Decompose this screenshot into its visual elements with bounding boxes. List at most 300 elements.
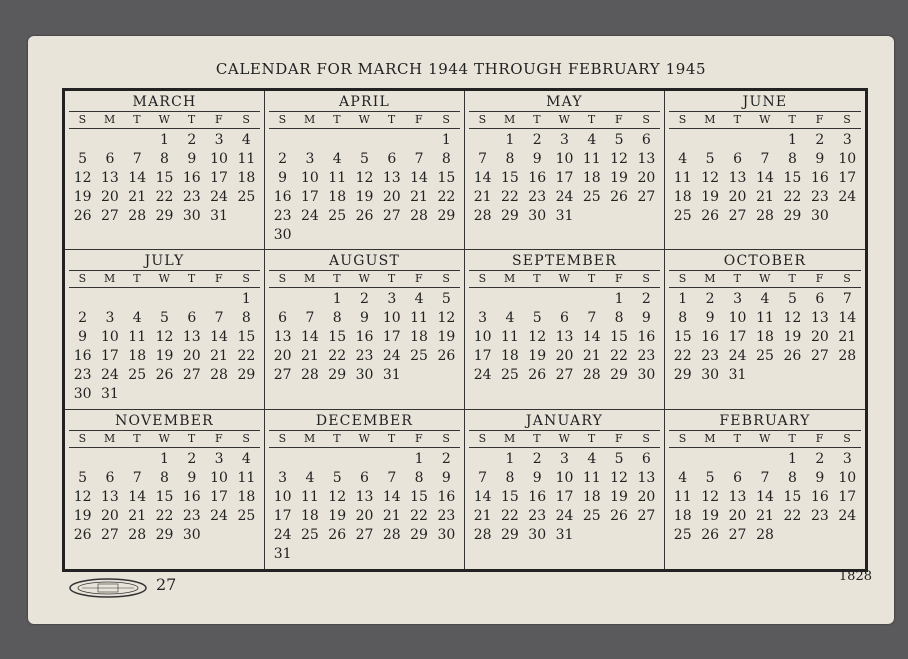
day-number: 9 [815, 151, 825, 167]
day-number: 13 [637, 151, 656, 167]
day-number: 27 [728, 208, 747, 224]
day-number: 5 [532, 310, 542, 327]
weekday-label: F [815, 431, 824, 445]
day-number: 11 [756, 310, 774, 327]
empty-day [96, 131, 123, 150]
weekday-label: F [414, 272, 424, 286]
day-number: 18 [582, 488, 601, 505]
day-number: 24 [210, 189, 228, 205]
day-number: 4 [332, 151, 342, 167]
day-number: 27 [728, 526, 747, 543]
weekday-label: S [478, 431, 487, 445]
day-grid [69, 288, 260, 404]
day-number: 6 [387, 151, 397, 167]
day-number: 7 [842, 291, 852, 308]
day-number: 23 [528, 189, 547, 205]
day-number: 8 [160, 151, 169, 167]
empty-day [124, 290, 151, 309]
day-number: 6 [641, 132, 651, 148]
day-number: 10 [210, 151, 228, 167]
day-number: 5 [614, 132, 624, 148]
day-number: 11 [410, 310, 428, 327]
weekday-label: M [104, 431, 116, 445]
day-number: 18 [328, 189, 347, 205]
day-number: 6 [105, 469, 115, 486]
day-number: 14 [838, 310, 857, 327]
day-number: 19 [610, 170, 628, 186]
day-number: 12 [610, 151, 628, 167]
weekday-header [269, 112, 460, 129]
day-number: 23 [810, 189, 829, 205]
day-number: 20 [728, 189, 747, 205]
day-number: 26 [610, 189, 628, 205]
weekday-label: T [333, 431, 342, 445]
month-may [465, 91, 665, 250]
day-number: 3 [478, 310, 488, 327]
day-number: 5 [787, 291, 797, 308]
day-number: 15 [501, 488, 519, 505]
day-number: 1 [678, 291, 688, 308]
weekday-header [69, 431, 260, 448]
day-number: 14 [756, 170, 774, 186]
weekday-label: S [642, 431, 651, 445]
month-december [265, 410, 465, 569]
month-name: NOVEMBER [69, 412, 260, 431]
day-number: 27 [637, 189, 656, 205]
day-number: 21 [582, 348, 601, 365]
month-name: MAY [469, 93, 660, 112]
day-number: 11 [582, 469, 601, 486]
weekday-label: W [558, 431, 571, 445]
day-number: 16 [528, 488, 547, 505]
day-grid [269, 288, 460, 385]
month-october [665, 250, 865, 409]
day-number: 5 [705, 151, 715, 167]
day-number: 21 [210, 348, 228, 365]
day-number: 6 [360, 469, 369, 486]
day-number: 1 [441, 132, 451, 148]
weekday-label: T [587, 431, 596, 445]
weekday-label: S [442, 431, 451, 445]
month-april [265, 91, 465, 250]
day-number: 20 [273, 348, 292, 365]
day-number: 2 [532, 132, 542, 148]
day-number: 28 [756, 208, 774, 224]
day-number: 13 [382, 170, 401, 186]
day-number: 28 [382, 526, 401, 543]
day-number: 11 [673, 488, 692, 505]
day-number: 28 [410, 208, 428, 224]
weekday-label: W [558, 113, 571, 126]
weekday-label: T [788, 431, 797, 445]
day-number: 25 [582, 189, 601, 205]
day-number: 27 [382, 208, 401, 224]
day-number: 16 [182, 488, 201, 505]
empty-day [269, 450, 296, 469]
day-number: 18 [582, 170, 601, 186]
month-name: MARCH [69, 93, 260, 112]
day-number: 4 [305, 469, 315, 486]
day-number: 15 [673, 329, 692, 346]
day-number: 13 [101, 170, 119, 186]
day-number: 23 [273, 208, 292, 224]
day-number: 7 [760, 151, 770, 167]
empty-day [205, 290, 232, 309]
day-number: 24 [838, 507, 857, 524]
day-number: 18 [673, 189, 692, 205]
empty-day [351, 450, 378, 469]
day-number: 30 [810, 208, 829, 224]
empty-day [69, 131, 96, 150]
weekday-label: W [358, 431, 371, 445]
weekday-header [469, 431, 660, 448]
day-number: 7 [214, 310, 224, 327]
month-name: JULY [69, 252, 260, 271]
empty-day [469, 290, 496, 309]
day-number: 15 [783, 170, 802, 186]
empty-day [151, 290, 178, 309]
day-number: 22 [501, 507, 519, 524]
day-number: 14 [382, 488, 401, 505]
weekday-label: S [642, 113, 651, 126]
day-number: 28 [210, 367, 228, 384]
day-number: 15 [237, 329, 256, 346]
day-number: 2 [360, 291, 369, 308]
month-august [265, 250, 465, 409]
day-number: 23 [701, 348, 720, 365]
union-label-logo [68, 576, 148, 600]
day-number: 14 [128, 488, 147, 505]
day-number: 14 [473, 170, 492, 186]
weekday-label: F [614, 431, 624, 445]
day-number: 24 [473, 367, 492, 384]
day-number: 27 [273, 367, 292, 384]
day-number: 12 [701, 170, 720, 186]
day-number: 2 [441, 450, 451, 467]
day-number: 10 [301, 170, 319, 186]
day-number: 6 [187, 310, 197, 327]
day-number: 9 [78, 329, 88, 346]
day-number: 9 [705, 310, 715, 327]
day-number: 27 [101, 208, 119, 224]
weekday-label: M [704, 272, 717, 286]
day-grid [469, 448, 660, 545]
day-number: 19 [701, 507, 720, 524]
day-number: 9 [278, 170, 288, 186]
day-grid [469, 288, 660, 385]
day-number: 30 [437, 526, 456, 543]
day-number: 14 [210, 329, 228, 346]
empty-day [378, 450, 405, 469]
day-number: 14 [473, 488, 492, 505]
day-number: 14 [301, 329, 319, 346]
empty-day [124, 131, 151, 150]
day-number: 4 [241, 450, 251, 467]
day-number: 12 [528, 329, 547, 346]
day-number: 2 [532, 450, 542, 467]
day-number: 7 [587, 310, 597, 327]
day-number: 20 [555, 348, 574, 365]
day-number: 1 [614, 291, 624, 308]
weekday-label: M [704, 431, 717, 445]
day-number: 13 [355, 488, 374, 505]
weekday-label: S [678, 272, 687, 286]
weekday-label: T [133, 431, 142, 445]
day-number: 25 [128, 367, 147, 384]
day-number: 26 [701, 208, 720, 224]
weekday-label: S [478, 272, 487, 286]
empty-day [124, 450, 151, 469]
day-number: 9 [815, 469, 825, 486]
day-number: 28 [473, 526, 492, 543]
day-number: 6 [815, 291, 825, 308]
day-number: 16 [355, 329, 374, 346]
day-number: 19 [437, 329, 456, 346]
day-number: 30 [701, 367, 720, 384]
day-number: 1 [414, 450, 424, 467]
day-number: 20 [101, 507, 119, 524]
day-number: 2 [78, 310, 88, 327]
weekday-label: F [214, 113, 224, 126]
day-number: 7 [132, 151, 142, 167]
day-number: 19 [701, 189, 720, 205]
day-number: 15 [437, 170, 456, 186]
day-number: 10 [838, 469, 857, 486]
day-number: 25 [237, 189, 256, 205]
empty-day [324, 131, 351, 150]
empty-day [724, 450, 751, 469]
print-code: 1828 [838, 569, 872, 584]
day-number: 2 [705, 291, 715, 308]
weekday-label: T [333, 272, 342, 286]
day-number: 27 [182, 367, 201, 384]
day-number: 19 [73, 189, 92, 205]
day-number: 30 [182, 526, 201, 543]
empty-day [69, 290, 96, 309]
day-number: 10 [473, 329, 492, 346]
month-february [665, 410, 865, 569]
day-number: 22 [237, 348, 256, 365]
day-number: 15 [501, 170, 519, 186]
day-number: 24 [555, 189, 574, 205]
page-number: 27 [156, 575, 177, 594]
day-number: 22 [783, 507, 802, 524]
day-number: 30 [637, 367, 656, 384]
day-number: 17 [273, 507, 292, 524]
day-number: 1 [160, 132, 169, 148]
day-number: 30 [182, 208, 201, 224]
day-number: 10 [838, 151, 857, 167]
weekday-header [69, 112, 260, 129]
day-number: 29 [410, 526, 428, 543]
day-number: 6 [733, 151, 743, 167]
day-number: 13 [101, 488, 119, 505]
day-number: 13 [728, 170, 747, 186]
day-number: 13 [555, 329, 574, 346]
day-number: 17 [838, 488, 857, 505]
day-number: 22 [410, 507, 428, 524]
day-number: 5 [332, 469, 342, 486]
day-number: 31 [273, 545, 292, 562]
day-number: 24 [555, 507, 574, 524]
weekday-label: T [733, 272, 742, 286]
day-number: 12 [701, 488, 720, 505]
day-number: 26 [437, 348, 456, 365]
day-number: 21 [473, 507, 492, 524]
day-number: 6 [641, 450, 651, 467]
day-number: 30 [528, 526, 547, 543]
weekday-label: T [133, 113, 142, 126]
day-number: 20 [637, 488, 656, 505]
day-number: 28 [128, 526, 147, 543]
weekday-label: S [242, 113, 251, 126]
day-number: 30 [73, 386, 92, 403]
weekday-label: W [158, 113, 171, 126]
day-number: 17 [728, 329, 747, 346]
day-number: 7 [414, 151, 424, 167]
day-number: 4 [678, 151, 688, 167]
empty-day [296, 450, 323, 469]
day-number: 16 [637, 329, 656, 346]
day-grid [469, 129, 660, 226]
empty-day [469, 131, 496, 150]
day-number: 25 [756, 348, 774, 365]
weekday-label: M [304, 113, 316, 126]
day-grid [669, 288, 861, 385]
empty-day [296, 290, 323, 309]
empty-day [69, 450, 96, 469]
day-number: 1 [505, 450, 515, 467]
day-number: 13 [637, 469, 656, 486]
day-number: 12 [783, 310, 802, 327]
day-number: 9 [187, 469, 197, 486]
day-number: 5 [705, 469, 715, 486]
day-number: 7 [478, 469, 488, 486]
day-number: 24 [101, 367, 119, 384]
month-january [465, 410, 665, 569]
day-number: 27 [810, 348, 829, 365]
day-number: 3 [560, 450, 569, 467]
day-number: 27 [101, 526, 119, 543]
weekday-header [669, 271, 861, 288]
day-number: 3 [842, 132, 852, 148]
day-number: 29 [783, 208, 802, 224]
day-number: 29 [501, 208, 519, 224]
empty-day [351, 131, 378, 150]
day-number: 29 [237, 367, 256, 384]
weekday-label: M [304, 431, 316, 445]
day-grid [269, 448, 460, 564]
day-number: 19 [610, 488, 628, 505]
day-number: 19 [783, 329, 802, 346]
day-number: 17 [210, 488, 228, 505]
weekday-label: F [214, 431, 224, 445]
day-number: 24 [210, 507, 228, 524]
day-number: 5 [160, 310, 169, 327]
month-name: JANUARY [469, 412, 660, 431]
day-number: 1 [787, 132, 797, 148]
months-grid [62, 88, 868, 572]
empty-day [469, 450, 496, 469]
day-number: 3 [387, 291, 397, 308]
day-number: 3 [733, 291, 743, 308]
day-number: 31 [555, 526, 574, 543]
day-number: 12 [355, 170, 374, 186]
day-number: 15 [410, 488, 428, 505]
day-number: 10 [210, 469, 228, 486]
weekday-label: F [815, 113, 824, 126]
day-number: 11 [237, 151, 256, 167]
day-number: 30 [528, 208, 547, 224]
day-number: 5 [78, 469, 88, 486]
day-number: 10 [728, 310, 747, 327]
day-number: 10 [273, 488, 292, 505]
empty-day [96, 290, 123, 309]
day-number: 15 [783, 488, 802, 505]
empty-day [751, 131, 778, 150]
day-number: 23 [528, 507, 547, 524]
empty-day [578, 290, 605, 309]
day-number: 26 [73, 526, 92, 543]
month-name: SEPTEMBER [469, 252, 660, 271]
day-number: 26 [355, 208, 374, 224]
day-number: 1 [787, 450, 797, 467]
day-number: 14 [410, 170, 428, 186]
day-number: 29 [501, 526, 519, 543]
day-number: 14 [128, 170, 147, 186]
day-number: 18 [410, 329, 428, 346]
month-name: APRIL [269, 93, 460, 112]
day-number: 4 [587, 132, 597, 148]
day-number: 25 [237, 507, 256, 524]
day-number: 23 [182, 507, 201, 524]
month-september [465, 250, 665, 409]
empty-day [269, 131, 296, 150]
day-number: 16 [701, 329, 720, 346]
day-number: 7 [305, 310, 315, 327]
weekday-label: M [104, 272, 116, 286]
empty-day [669, 131, 696, 150]
weekday-header [69, 271, 260, 288]
day-number: 25 [582, 507, 601, 524]
day-number: 15 [155, 170, 174, 186]
day-number: 28 [582, 367, 601, 384]
day-number: 17 [473, 348, 492, 365]
weekday-label: S [478, 113, 487, 126]
day-number: 20 [382, 189, 401, 205]
weekday-label: S [78, 113, 87, 126]
day-number: 31 [101, 386, 119, 403]
weekday-label: S [242, 431, 251, 445]
month-march [65, 91, 265, 250]
empty-day [296, 131, 323, 150]
day-number: 24 [273, 526, 292, 543]
day-number: 28 [128, 208, 147, 224]
day-number: 26 [155, 367, 174, 384]
day-number: 22 [610, 348, 628, 365]
weekday-label: T [533, 113, 542, 126]
weekday-header [669, 112, 861, 129]
day-number: 11 [501, 329, 519, 346]
weekday-header [269, 271, 460, 288]
day-number: 14 [582, 329, 601, 346]
weekday-label: S [678, 113, 687, 126]
day-number: 8 [678, 310, 688, 327]
weekday-label: W [358, 272, 371, 286]
day-number: 21 [756, 507, 774, 524]
day-number: 29 [328, 367, 347, 384]
day-number: 22 [501, 189, 519, 205]
